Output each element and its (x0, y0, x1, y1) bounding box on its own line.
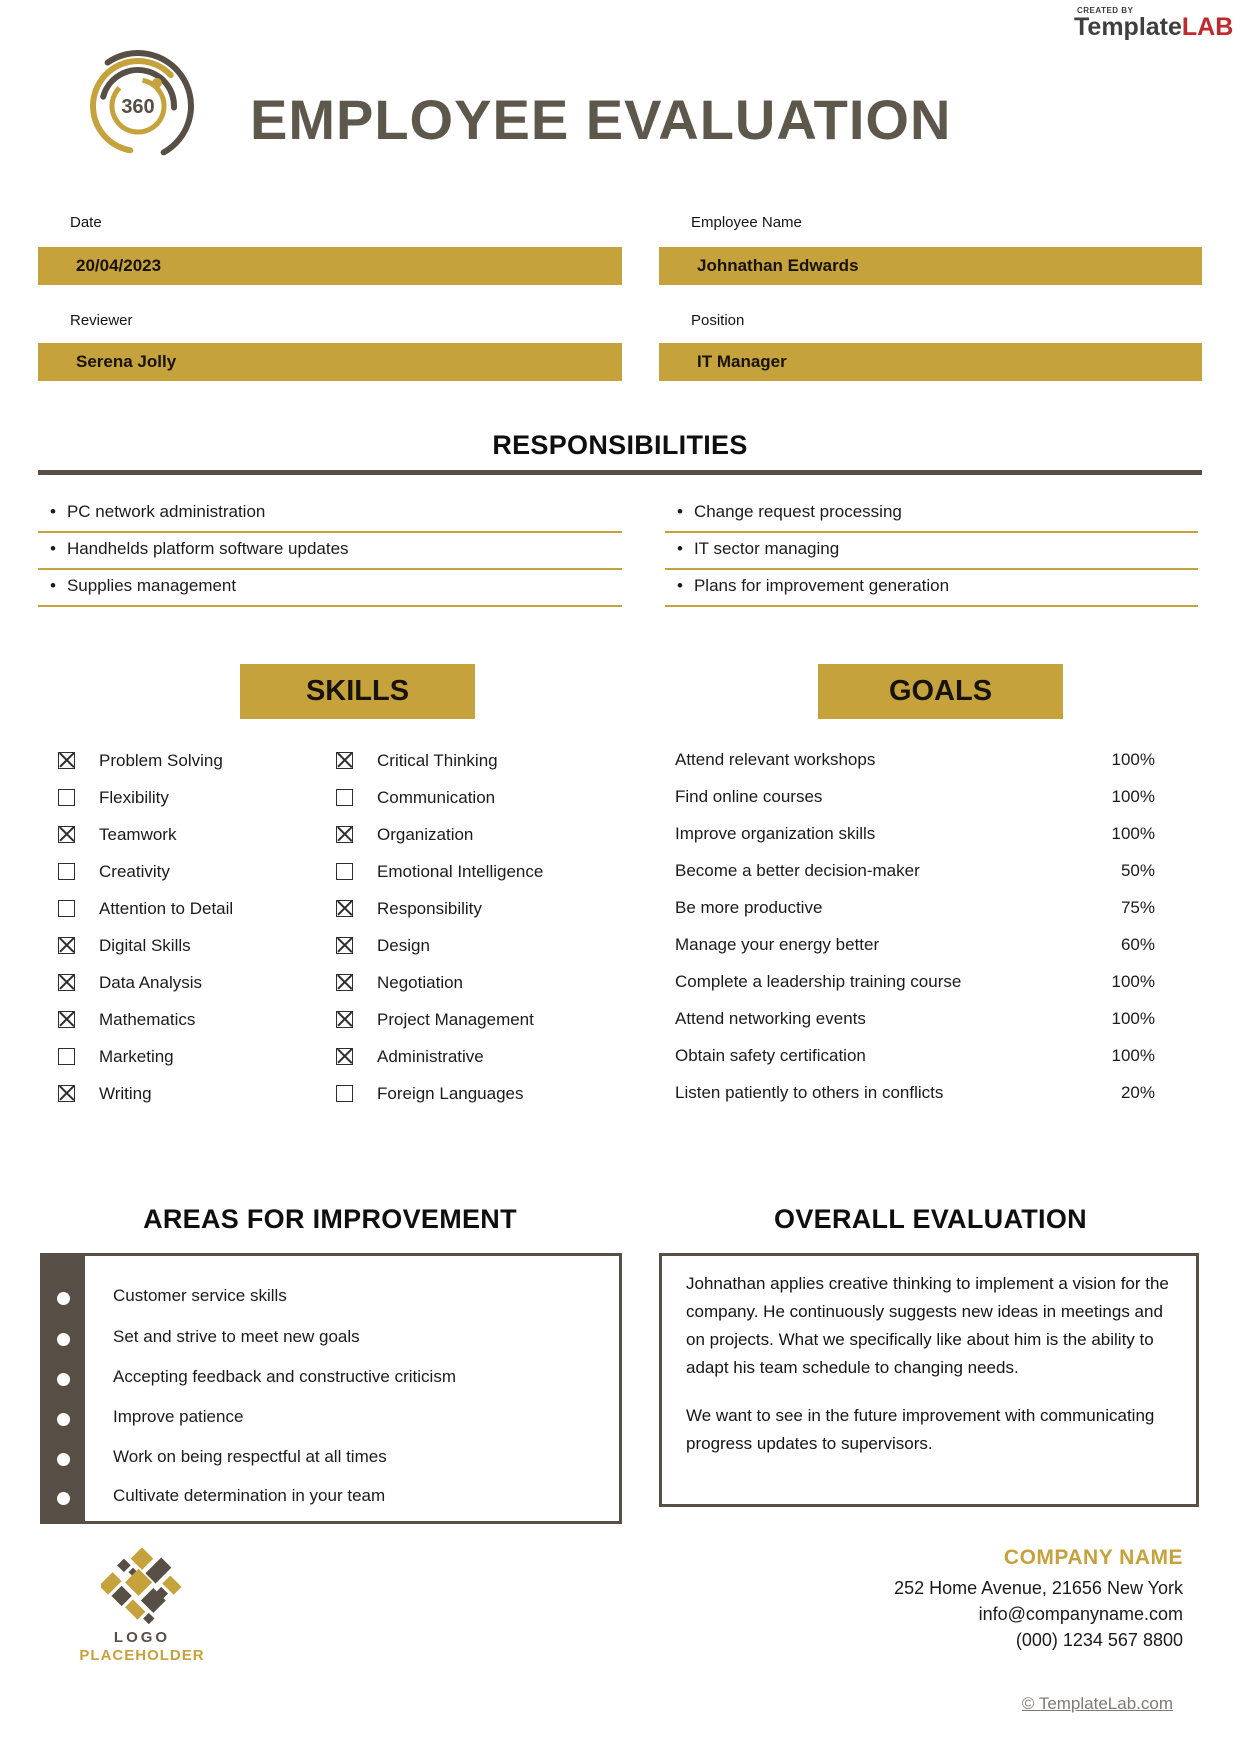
evaluation-paragraph: We want to see in the future improvement with communicating progress updates to supervisors. (686, 1406, 1155, 1453)
goal-label: Complete a leadership training course (675, 972, 962, 991)
bullet-dot-icon (57, 1492, 70, 1505)
skill-label: Negotiation (377, 973, 464, 992)
skill-label: Organization (377, 825, 474, 844)
skill-row (58, 824, 298, 848)
improvement-item: Cultivate determination in your team (113, 1486, 386, 1505)
skill-label: Project Management (377, 1010, 534, 1029)
improvement-item: Customer service skills (113, 1286, 287, 1305)
goal-label: Attend networking events (675, 1009, 866, 1028)
skill-row (336, 861, 596, 885)
date-label: Date (70, 214, 102, 231)
skill-label: Design (377, 936, 430, 955)
employee-name-label: Employee Name (691, 214, 802, 231)
skill-row (336, 1046, 596, 1070)
company-phone: (000) 1234 567 8800 (1015, 1630, 1183, 1650)
checkbox[interactable] (58, 1011, 75, 1028)
position-label: Position (691, 312, 745, 329)
checkbox[interactable] (58, 1085, 75, 1102)
position-field[interactable]: IT Manager (659, 343, 1202, 381)
checkbox[interactable] (336, 863, 353, 880)
goal-percent: 20% (1120, 1083, 1155, 1102)
skill-row (58, 1083, 298, 1107)
goal-percent: 60% (1120, 935, 1155, 954)
responsibility-item (38, 539, 622, 570)
checkbox[interactable] (58, 752, 75, 769)
skill-row (58, 972, 298, 996)
page-title: EMPLOYEE EVALUATION (250, 88, 952, 151)
goal-row (675, 750, 1155, 770)
checkbox[interactable] (58, 974, 75, 991)
improvement-box (40, 1253, 622, 1524)
goal-row (675, 972, 1155, 992)
skill-label: Attention to Detail (99, 899, 234, 918)
skill-row (58, 1009, 298, 1033)
goals-heading: GOALS (818, 664, 1063, 719)
goal-row (675, 1083, 1155, 1103)
bullet-icon: • (50, 576, 56, 595)
responsibilities-heading: RESPONSIBILITIES (492, 430, 748, 460)
responsibility-text: Handhelds platform software updates (66, 539, 349, 558)
skill-label: Creativity (99, 862, 170, 881)
skill-label: Critical Thinking (377, 751, 498, 770)
overall-evaluation-heading: OVERALL EVALUATION (774, 1204, 1087, 1234)
skill-row (336, 1009, 596, 1033)
goal-label: Attend relevant workshops (675, 750, 876, 769)
skill-row (336, 898, 596, 922)
goal-row (675, 898, 1155, 918)
skill-label: Marketing (99, 1047, 174, 1066)
goal-row (675, 935, 1155, 955)
checkbox[interactable] (58, 826, 75, 843)
responsibility-item (38, 576, 622, 607)
reviewer-field[interactable]: Serena Jolly (38, 343, 622, 381)
goal-row (675, 824, 1155, 844)
templatelab-wordmark (1074, 15, 1233, 40)
skill-row (336, 972, 596, 996)
skill-label: Responsibility (377, 899, 482, 918)
bullet-icon: • (677, 539, 683, 558)
employee-name-field[interactable]: Johnathan Edwards (659, 247, 1202, 285)
skill-label: Teamwork (99, 825, 177, 844)
company-address: 252 Home Avenue, 21656 New York (894, 1578, 1183, 1598)
goal-row (675, 1046, 1155, 1066)
skill-row (336, 750, 596, 774)
skill-label: Writing (99, 1084, 152, 1103)
skill-row (336, 1083, 596, 1107)
checkbox[interactable] (336, 752, 353, 769)
skill-label: Flexibility (99, 788, 169, 807)
evaluation-paragraph: Johnathan applies creative thinking to implement a vision for the company. He continuously suggests new ideas in meetings and on projects. What we specifically like about him is the ability to adapt his team schedule to changing needs. (686, 1274, 1169, 1377)
skill-row (58, 750, 298, 774)
goal-percent: 100% (1111, 787, 1155, 806)
goal-label: Improve organization skills (675, 824, 876, 843)
skill-row (58, 1046, 298, 1070)
checkbox[interactable] (336, 900, 353, 917)
responsibility-text: Change request processing (693, 502, 902, 521)
brand-lab-text: LAB (1181, 13, 1234, 41)
checkbox[interactable] (58, 900, 75, 917)
skill-row (336, 824, 596, 848)
skill-row (58, 861, 298, 885)
skill-row (336, 787, 596, 811)
checkbox[interactable] (336, 826, 353, 843)
checkbox[interactable] (58, 1048, 75, 1065)
checkbox[interactable] (336, 1048, 353, 1065)
responsibility-item (665, 576, 1198, 607)
checkbox[interactable] (336, 1011, 353, 1028)
improvement-sidebar (43, 1256, 85, 1521)
improvement-item: Accepting feedback and constructive criticism (113, 1367, 456, 1386)
reviewer-label: Reviewer (70, 312, 133, 329)
checkbox[interactable] (336, 937, 353, 954)
skill-row (336, 935, 596, 959)
created-by-label: CREATED BY (1077, 6, 1134, 15)
goal-percent: 50% (1120, 861, 1155, 880)
responsibility-text: Supplies management (66, 576, 237, 595)
improvement-item: Work on being respectful at all times (113, 1447, 387, 1466)
skill-label: Foreign Languages (377, 1084, 524, 1103)
goal-label: Be more productive (675, 898, 823, 917)
goal-label: Listen patiently to others in conflicts (675, 1083, 944, 1102)
checkbox[interactable] (336, 974, 353, 991)
logo-360-text: 360 (121, 96, 155, 118)
templatelab-logo (1074, 6, 1233, 40)
goal-label: Become a better decision-maker (675, 861, 920, 880)
logo-placeholder-icon (101, 1548, 183, 1628)
brand-template-text: Template (1074, 13, 1182, 41)
responsibility-item (38, 502, 622, 533)
goal-row (675, 787, 1155, 807)
responsibility-text: PC network administration (66, 502, 266, 521)
bullet-dot-icon (57, 1413, 70, 1426)
skills-heading: SKILLS (240, 664, 475, 719)
skill-row (58, 935, 298, 959)
checkbox[interactable] (336, 1085, 353, 1102)
skill-label: Emotional Intelligence (377, 862, 544, 881)
goal-percent: 100% (1111, 972, 1155, 991)
improvement-item: Improve patience (113, 1407, 244, 1426)
goal-percent: 75% (1120, 898, 1155, 917)
checkbox[interactable] (58, 863, 75, 880)
bullet-dot-icon (57, 1373, 70, 1386)
goal-label: Manage your energy better (675, 935, 880, 954)
goal-row (675, 1009, 1155, 1029)
bullet-icon: • (677, 502, 683, 521)
checkbox[interactable] (58, 789, 75, 806)
overall-evaluation-box (659, 1253, 1199, 1507)
improvement-item: Set and strive to meet new goals (113, 1327, 360, 1346)
logo-360-icon (78, 34, 198, 174)
skill-label: Data Analysis (99, 973, 202, 992)
copyright-link[interactable]: © TemplateLab.com (1021, 1694, 1173, 1713)
skill-row (58, 898, 298, 922)
goal-percent: 100% (1111, 750, 1155, 769)
bullet-icon: • (677, 576, 683, 595)
goal-label: Find online courses (675, 787, 823, 806)
company-name: COMPANY NAME (1003, 1546, 1183, 1569)
responsibility-text: IT sector managing (693, 539, 840, 558)
improvement-heading: AREAS FOR IMPROVEMENT (143, 1204, 517, 1234)
bullet-icon: • (50, 502, 56, 521)
checkbox[interactable] (58, 937, 75, 954)
responsibilities-divider (38, 470, 1202, 475)
skill-row (58, 787, 298, 811)
responsibility-item (665, 539, 1198, 570)
company-email[interactable]: info@companyname.com (978, 1604, 1183, 1624)
logo-placeholder-line1: LOGO (113, 1629, 171, 1646)
goal-percent: 100% (1111, 824, 1155, 843)
checkbox[interactable] (336, 789, 353, 806)
skill-label: Mathematics (99, 1010, 196, 1029)
goal-label: Obtain safety certification (675, 1046, 866, 1065)
bullet-dot-icon (57, 1453, 70, 1466)
skill-label: Problem Solving (99, 751, 223, 770)
goal-percent: 100% (1111, 1009, 1155, 1028)
skill-label: Communication (377, 788, 496, 807)
logo-placeholder-line2: PLACEHOLDER (79, 1647, 205, 1664)
skill-label: Digital Skills (99, 936, 191, 955)
bullet-dot-icon (57, 1292, 70, 1305)
goal-row (675, 861, 1155, 881)
company-info (763, 1546, 1183, 1653)
date-field[interactable]: 20/04/2023 (38, 247, 622, 285)
skill-label: Administrative (377, 1047, 484, 1066)
bullet-dot-icon (57, 1333, 70, 1346)
responsibility-item (665, 502, 1198, 533)
bullet-icon: • (50, 539, 56, 558)
goal-percent: 100% (1111, 1046, 1155, 1065)
responsibility-text: Plans for improvement generation (693, 576, 950, 595)
